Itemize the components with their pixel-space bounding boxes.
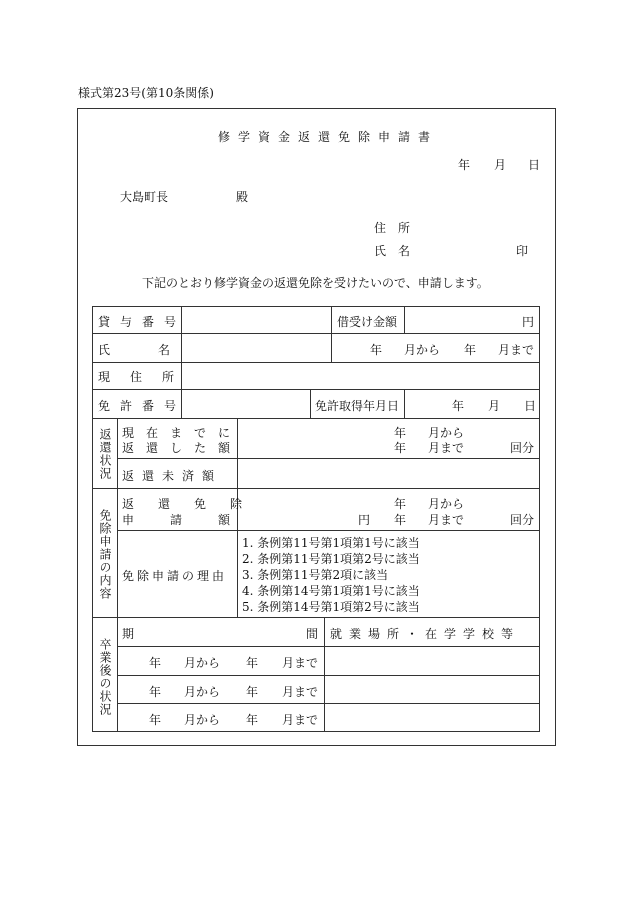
repaid-from-month: 月から xyxy=(428,426,465,440)
reason-item: 5. 条例第14号第1項第2号に該当 xyxy=(242,600,420,614)
license-date-label: 免許取得年月日 xyxy=(315,399,400,413)
exemption-request-label: 免除申請の内容 xyxy=(98,509,112,600)
repaid-label-1: 現在までに xyxy=(122,426,243,440)
date-year: 年 xyxy=(458,158,471,172)
address-label: 住所 xyxy=(374,221,423,235)
name-row-label: 氏名 xyxy=(98,343,219,357)
exempt-label-2: 申請額 xyxy=(122,513,267,527)
seal-mark: 印 xyxy=(516,244,529,258)
addressee-honorific: 殿 xyxy=(236,190,249,204)
repayment-status-label: 返還状況 xyxy=(98,428,112,480)
exempt-count: 回分 xyxy=(510,513,535,527)
loan-number-label: 貸与番号 xyxy=(98,315,187,329)
period-year-1: 年 xyxy=(370,343,383,357)
yen-unit: 円 xyxy=(522,315,535,329)
exempt-from-year: 年 xyxy=(394,497,407,511)
form-number: 様式第23号(第10条関係) xyxy=(78,86,214,100)
unpaid-label: 返還未済額 xyxy=(122,469,223,483)
address-row-label: 現住所 xyxy=(98,370,195,384)
exempt-to-month: 月まで xyxy=(428,513,465,527)
period-from: 月から xyxy=(404,343,441,357)
form-title: 修学資金返還免除申請書 xyxy=(218,130,439,144)
license-day: 日 xyxy=(524,399,537,413)
license-number-label: 免許番号 xyxy=(98,399,187,413)
license-year: 年 xyxy=(452,399,465,413)
workplace-head: 就業場所・在学学校等 xyxy=(330,627,521,641)
intro-text: 下記のとおり修学資金の返還免除を受けたいので、申請します。 xyxy=(142,276,489,290)
after-graduation-label: 卒業後の状況 xyxy=(98,638,112,716)
borrowed-amount-label: 借受け金額 xyxy=(337,315,398,329)
date-month: 月 xyxy=(494,158,507,172)
repaid-to-month: 月まで xyxy=(428,441,465,455)
date-day: 日 xyxy=(528,158,541,172)
reason-item: 1. 条例第11号第1項第1号に該当 xyxy=(242,536,420,550)
period-head-end: 間 xyxy=(306,627,319,641)
exempt-yen: 円 xyxy=(358,513,371,527)
exempt-label-1: 返還免除 xyxy=(122,497,267,511)
period-year-2: 年 xyxy=(464,343,477,357)
reason-label: 免除申請の理由 xyxy=(122,569,228,583)
license-month: 月 xyxy=(488,399,501,413)
reason-item: 3. 条例第11号第2項に該当 xyxy=(242,568,389,582)
exempt-from-month: 月から xyxy=(428,497,465,511)
reason-item: 2. 条例第11号第1項第2号に該当 xyxy=(242,552,420,566)
repaid-count: 回分 xyxy=(510,441,535,455)
repaid-label-2: 返還した額 xyxy=(122,441,243,455)
addressee-name: 大島町長 xyxy=(120,190,169,204)
repaid-from-year: 年 xyxy=(394,426,407,440)
period-head-start: 期 xyxy=(122,627,135,641)
exempt-to-year: 年 xyxy=(394,513,407,527)
repaid-to-year: 年 xyxy=(394,441,407,455)
period-to: 月まで xyxy=(498,343,535,357)
name-label: 氏名 xyxy=(374,244,423,258)
reason-item: 4. 条例第14号第1項第1号に該当 xyxy=(242,584,420,598)
